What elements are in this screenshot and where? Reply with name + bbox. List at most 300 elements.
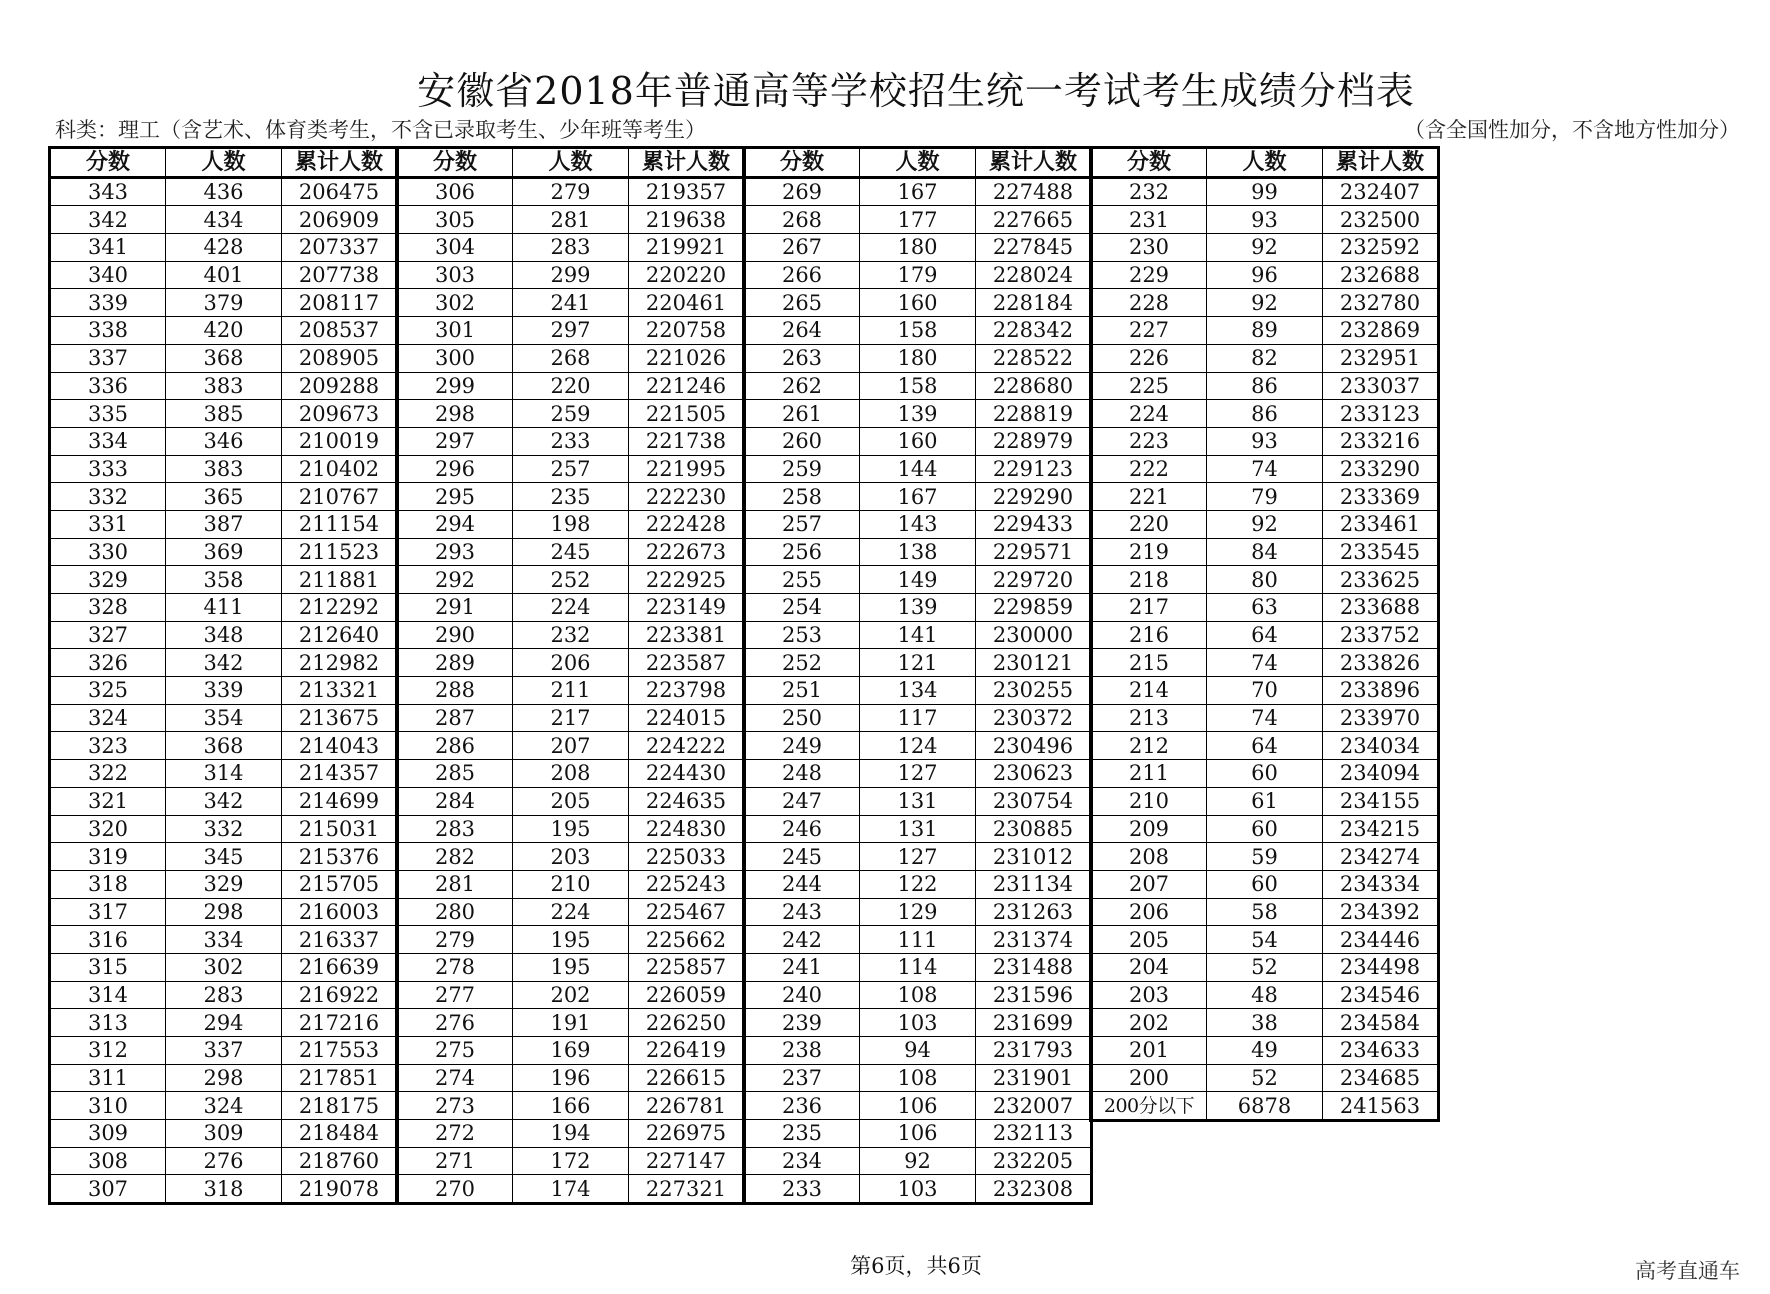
score-cell: 324 (50, 704, 166, 732)
count-cell: 106 (860, 1092, 976, 1120)
cumulative-cell: 221995 (629, 455, 745, 483)
table-row (1091, 1064, 1439, 1092)
table-row (397, 760, 745, 788)
score-cell: 285 (397, 760, 513, 788)
count-cell: 329 (166, 870, 282, 898)
cumulative-cell: 230496 (976, 732, 1092, 760)
col-count-header: 人数 (860, 148, 976, 178)
score-cell: 282 (397, 843, 513, 871)
count-cell: 93 (1207, 427, 1323, 455)
count-cell: 138 (860, 538, 976, 566)
cumulative-cell: 230255 (976, 677, 1092, 705)
count-cell: 191 (513, 1009, 629, 1037)
cumulative-cell: 233970 (1323, 704, 1439, 732)
table-row (397, 1175, 745, 1204)
score-cell: 242 (744, 926, 860, 954)
score-cell: 334 (50, 427, 166, 455)
score-cell: 323 (50, 732, 166, 760)
table-row (1091, 234, 1439, 262)
score-cell: 299 (397, 372, 513, 400)
count-cell: 54 (1207, 926, 1323, 954)
cumulative-cell: 207738 (282, 261, 398, 289)
score-cell: 278 (397, 953, 513, 981)
cumulative-cell: 227321 (629, 1175, 745, 1204)
score-cell: 331 (50, 510, 166, 538)
cumulative-cell: 210019 (282, 427, 398, 455)
table-row (50, 177, 398, 206)
score-cell: 292 (397, 566, 513, 594)
count-cell: 294 (166, 1009, 282, 1037)
table-row (744, 843, 1092, 871)
score-cell: 260 (744, 427, 860, 455)
score-cell: 250 (744, 704, 860, 732)
table-row (397, 1037, 745, 1065)
score-cell: 288 (397, 677, 513, 705)
cumulative-cell: 228979 (976, 427, 1092, 455)
count-cell: 354 (166, 704, 282, 732)
count-cell: 235 (513, 483, 629, 511)
count-cell: 337 (166, 1037, 282, 1065)
col-score-header: 分数 (50, 148, 166, 178)
cumulative-cell: 212640 (282, 621, 398, 649)
count-cell: 167 (860, 177, 976, 206)
cumulative-cell: 234446 (1323, 926, 1439, 954)
table-row (1091, 926, 1439, 954)
count-cell: 342 (166, 649, 282, 677)
cumulative-cell: 226781 (629, 1092, 745, 1120)
score-cell: 213 (1091, 704, 1207, 732)
score-cell: 310 (50, 1092, 166, 1120)
score-cell: 233 (744, 1175, 860, 1204)
score-cell: 257 (744, 510, 860, 538)
score-cell: 327 (50, 621, 166, 649)
cumulative-cell: 222428 (629, 510, 745, 538)
count-cell: 117 (860, 704, 976, 732)
table-row (1091, 677, 1439, 705)
table-row (1091, 787, 1439, 815)
score-cell: 229 (1091, 261, 1207, 289)
count-cell: 127 (860, 843, 976, 871)
table-row (397, 206, 745, 234)
col-cumulative-header: 累计人数 (629, 148, 745, 178)
table-row (50, 344, 398, 372)
score-cell: 319 (50, 843, 166, 871)
table-row (1091, 760, 1439, 788)
score-cell: 305 (397, 206, 513, 234)
table-row (744, 677, 1092, 705)
cumulative-cell: 230000 (976, 621, 1092, 649)
count-cell: 114 (860, 953, 976, 981)
score-cell: 302 (397, 289, 513, 317)
score-cell: 225 (1091, 372, 1207, 400)
count-cell: 202 (513, 981, 629, 1009)
header-row (397, 148, 745, 178)
table-row (50, 510, 398, 538)
table-row (50, 621, 398, 649)
cumulative-cell: 232007 (976, 1092, 1092, 1120)
cumulative-cell: 233037 (1323, 372, 1439, 400)
table-row (1091, 1037, 1439, 1065)
score-cell: 259 (744, 455, 860, 483)
score-cell: 248 (744, 760, 860, 788)
score-table-4 (1089, 146, 1440, 1122)
cumulative-cell: 209288 (282, 372, 398, 400)
score-cell: 219 (1091, 538, 1207, 566)
table-row (744, 1009, 1092, 1037)
count-cell: 208 (513, 760, 629, 788)
score-table-3 (742, 146, 1093, 1205)
score-cell: 318 (50, 870, 166, 898)
table-row (50, 400, 398, 428)
count-cell: 169 (513, 1037, 629, 1065)
count-cell: 401 (166, 261, 282, 289)
table-row (1091, 594, 1439, 622)
cumulative-cell: 222230 (629, 483, 745, 511)
score-cell: 254 (744, 594, 860, 622)
cumulative-cell: 217851 (282, 1064, 398, 1092)
table-row (744, 1064, 1092, 1092)
score-cell: 311 (50, 1064, 166, 1092)
cumulative-cell: 206475 (282, 177, 398, 206)
cumulative-cell: 230623 (976, 760, 1092, 788)
score-cell: 212 (1091, 732, 1207, 760)
cumulative-cell: 222673 (629, 538, 745, 566)
score-cell: 295 (397, 483, 513, 511)
table-row (50, 815, 398, 843)
count-cell: 96 (1207, 261, 1323, 289)
count-cell: 224 (513, 594, 629, 622)
count-cell: 60 (1207, 815, 1323, 843)
count-cell: 309 (166, 1120, 282, 1148)
score-cell: 222 (1091, 455, 1207, 483)
score-cell: 322 (50, 760, 166, 788)
count-cell: 92 (1207, 510, 1323, 538)
cumulative-cell: 219357 (629, 177, 745, 206)
cumulative-cell: 210402 (282, 455, 398, 483)
score-cell: 332 (50, 483, 166, 511)
table-row (1091, 427, 1439, 455)
cumulative-cell: 213675 (282, 704, 398, 732)
score-cell: 205 (1091, 926, 1207, 954)
cumulative-cell: 234034 (1323, 732, 1439, 760)
count-cell: 74 (1207, 455, 1323, 483)
score-cell: 293 (397, 538, 513, 566)
score-cell: 297 (397, 427, 513, 455)
score-cell: 335 (50, 400, 166, 428)
score-cell: 215 (1091, 649, 1207, 677)
score-cell: 329 (50, 566, 166, 594)
count-cell: 80 (1207, 566, 1323, 594)
score-cell: 210 (1091, 787, 1207, 815)
score-cell: 316 (50, 926, 166, 954)
score-cell: 265 (744, 289, 860, 317)
count-cell: 93 (1207, 206, 1323, 234)
cumulative-cell: 224830 (629, 815, 745, 843)
score-cell: 216 (1091, 621, 1207, 649)
score-cell: 245 (744, 843, 860, 871)
table-row (1091, 843, 1439, 871)
table-row (50, 1120, 398, 1148)
table-row (744, 400, 1092, 428)
count-cell: 131 (860, 815, 976, 843)
cumulative-cell: 214699 (282, 787, 398, 815)
cumulative-cell: 233369 (1323, 483, 1439, 511)
cumulative-cell: 231488 (976, 953, 1092, 981)
score-cell: 343 (50, 177, 166, 206)
count-cell: 241 (513, 289, 629, 317)
page-title: 安徽省2018年普通高等学校招生统一考试考生成绩分档表 (417, 69, 1415, 113)
score-cell: 200分以下 (1091, 1092, 1207, 1121)
score-cell: 277 (397, 981, 513, 1009)
cumulative-cell: 233688 (1323, 594, 1439, 622)
score-cell: 283 (397, 815, 513, 843)
cumulative-cell: 225857 (629, 953, 745, 981)
count-cell: 122 (860, 870, 976, 898)
count-cell: 268 (513, 344, 629, 372)
table-row (1091, 621, 1439, 649)
count-cell: 143 (860, 510, 976, 538)
count-cell: 211 (513, 677, 629, 705)
table-row (744, 289, 1092, 317)
count-cell: 345 (166, 843, 282, 871)
cumulative-cell: 227845 (976, 234, 1092, 262)
cumulative-cell: 211523 (282, 538, 398, 566)
table-row (1091, 317, 1439, 345)
col-cumulative-header: 累计人数 (282, 148, 398, 178)
count-cell: 257 (513, 455, 629, 483)
score-cell: 320 (50, 815, 166, 843)
score-cell: 290 (397, 621, 513, 649)
table-row (50, 455, 398, 483)
cumulative-cell: 229720 (976, 566, 1092, 594)
table-row (744, 177, 1092, 206)
score-cell: 281 (397, 870, 513, 898)
score-cell: 231 (1091, 206, 1207, 234)
count-cell: 174 (513, 1175, 629, 1204)
table-row (1091, 344, 1439, 372)
score-cell: 208 (1091, 843, 1207, 871)
table-row (744, 372, 1092, 400)
cumulative-cell: 223587 (629, 649, 745, 677)
cumulative-cell: 215376 (282, 843, 398, 871)
count-cell: 203 (513, 843, 629, 871)
count-cell: 318 (166, 1175, 282, 1204)
score-cell: 271 (397, 1147, 513, 1175)
col-count-header: 人数 (166, 148, 282, 178)
table-row (1091, 483, 1439, 511)
table-row (744, 732, 1092, 760)
cumulative-cell: 224635 (629, 787, 745, 815)
table-row (50, 1175, 398, 1204)
count-cell: 298 (166, 1064, 282, 1092)
table-row (50, 234, 398, 262)
count-cell: 58 (1207, 898, 1323, 926)
table-row (50, 289, 398, 317)
score-cell: 274 (397, 1064, 513, 1092)
count-cell: 302 (166, 953, 282, 981)
cumulative-cell: 206909 (282, 206, 398, 234)
count-cell: 283 (166, 981, 282, 1009)
table-row (744, 621, 1092, 649)
table-row (397, 704, 745, 732)
score-cell: 306 (397, 177, 513, 206)
count-cell: 348 (166, 621, 282, 649)
score-cell: 289 (397, 649, 513, 677)
count-cell: 299 (513, 261, 629, 289)
count-cell: 149 (860, 566, 976, 594)
count-cell: 74 (1207, 649, 1323, 677)
cumulative-cell: 229433 (976, 510, 1092, 538)
count-cell: 144 (860, 455, 976, 483)
count-cell: 166 (513, 1092, 629, 1120)
count-cell: 196 (513, 1064, 629, 1092)
cumulative-cell: 224222 (629, 732, 745, 760)
cumulative-cell: 226419 (629, 1037, 745, 1065)
cumulative-cell: 223149 (629, 594, 745, 622)
table-row (50, 732, 398, 760)
table-row (1091, 870, 1439, 898)
score-table-2 (395, 146, 746, 1205)
score-cell: 202 (1091, 1009, 1207, 1037)
count-cell: 99 (1207, 177, 1323, 206)
count-cell: 160 (860, 427, 976, 455)
table-row (397, 815, 745, 843)
count-cell: 48 (1207, 981, 1323, 1009)
count-cell: 279 (513, 177, 629, 206)
cumulative-cell: 230372 (976, 704, 1092, 732)
cumulative-cell: 218175 (282, 1092, 398, 1120)
count-cell: 383 (166, 372, 282, 400)
count-cell: 383 (166, 455, 282, 483)
table-row (50, 843, 398, 871)
table-row (744, 1120, 1092, 1148)
table-row (1091, 372, 1439, 400)
table-row (50, 926, 398, 954)
table-row (744, 870, 1092, 898)
cumulative-cell: 226615 (629, 1064, 745, 1092)
col-score-header: 分数 (397, 148, 513, 178)
cumulative-cell: 220220 (629, 261, 745, 289)
cumulative-cell: 208537 (282, 317, 398, 345)
table-row (397, 538, 745, 566)
count-cell: 195 (513, 815, 629, 843)
cumulative-cell: 220758 (629, 317, 745, 345)
count-cell: 232 (513, 621, 629, 649)
cumulative-cell: 213321 (282, 677, 398, 705)
table-row (744, 510, 1092, 538)
count-cell: 210 (513, 870, 629, 898)
cumulative-cell: 228342 (976, 317, 1092, 345)
table-row (397, 289, 745, 317)
table-row (50, 261, 398, 289)
table-row (50, 594, 398, 622)
score-table-1 (48, 146, 399, 1205)
count-cell: 127 (860, 760, 976, 788)
score-cell: 337 (50, 344, 166, 372)
cumulative-cell: 217216 (282, 1009, 398, 1037)
cumulative-cell: 221026 (629, 344, 745, 372)
cumulative-cell: 218484 (282, 1120, 398, 1148)
table-row (50, 649, 398, 677)
count-cell: 89 (1207, 317, 1323, 345)
table-row (744, 1092, 1092, 1120)
score-cell: 221 (1091, 483, 1207, 511)
count-cell: 129 (860, 898, 976, 926)
count-cell: 139 (860, 594, 976, 622)
score-cell: 238 (744, 1037, 860, 1065)
score-cell: 314 (50, 981, 166, 1009)
cumulative-cell: 219638 (629, 206, 745, 234)
count-cell: 206 (513, 649, 629, 677)
score-cell: 237 (744, 1064, 860, 1092)
cumulative-cell: 219921 (629, 234, 745, 262)
count-cell: 177 (860, 206, 976, 234)
cumulative-cell: 232407 (1323, 177, 1439, 206)
score-cell: 223 (1091, 427, 1207, 455)
table-row (50, 898, 398, 926)
table-row (397, 483, 745, 511)
table-row (744, 1037, 1092, 1065)
table-row (744, 206, 1092, 234)
score-cell: 252 (744, 649, 860, 677)
table-row (50, 870, 398, 898)
subject-category: 科类：理工（含艺术、体育类考生，不含已录取考生、少年班等考生） (55, 118, 706, 142)
table-row (397, 621, 745, 649)
count-cell: 124 (860, 732, 976, 760)
table-row (397, 427, 745, 455)
cumulative-cell: 225662 (629, 926, 745, 954)
cumulative-cell: 215705 (282, 870, 398, 898)
count-cell: 106 (860, 1120, 976, 1148)
table-row (397, 870, 745, 898)
count-cell: 324 (166, 1092, 282, 1120)
count-cell: 131 (860, 787, 976, 815)
table-row (744, 1147, 1092, 1175)
count-cell: 342 (166, 787, 282, 815)
count-cell: 224 (513, 898, 629, 926)
table-row (397, 926, 745, 954)
cumulative-cell: 225033 (629, 843, 745, 871)
cumulative-cell: 230754 (976, 787, 1092, 815)
score-cell: 313 (50, 1009, 166, 1037)
cumulative-cell: 230885 (976, 815, 1092, 843)
table-row (50, 566, 398, 594)
table-row (397, 981, 745, 1009)
score-cell: 217 (1091, 594, 1207, 622)
watermark: 高考直通车 (1635, 1259, 1740, 1283)
score-cell: 243 (744, 898, 860, 926)
table-row (50, 317, 398, 345)
cumulative-cell: 226250 (629, 1009, 745, 1037)
col-score-header: 分数 (1091, 148, 1207, 178)
count-cell: 298 (166, 898, 282, 926)
cumulative-cell: 233123 (1323, 400, 1439, 428)
score-cell: 276 (397, 1009, 513, 1037)
cumulative-cell: 229123 (976, 455, 1092, 483)
table-row (1091, 953, 1439, 981)
cumulative-cell: 223381 (629, 621, 745, 649)
table-row (50, 1037, 398, 1065)
count-cell: 158 (860, 372, 976, 400)
score-cell: 273 (397, 1092, 513, 1120)
table-row (397, 510, 745, 538)
cumulative-cell: 207337 (282, 234, 398, 262)
score-cell: 326 (50, 649, 166, 677)
score-cell: 304 (397, 234, 513, 262)
page-number: 第6页，共6页 (850, 1254, 982, 1278)
table-row (1091, 898, 1439, 926)
cumulative-cell: 209673 (282, 400, 398, 428)
